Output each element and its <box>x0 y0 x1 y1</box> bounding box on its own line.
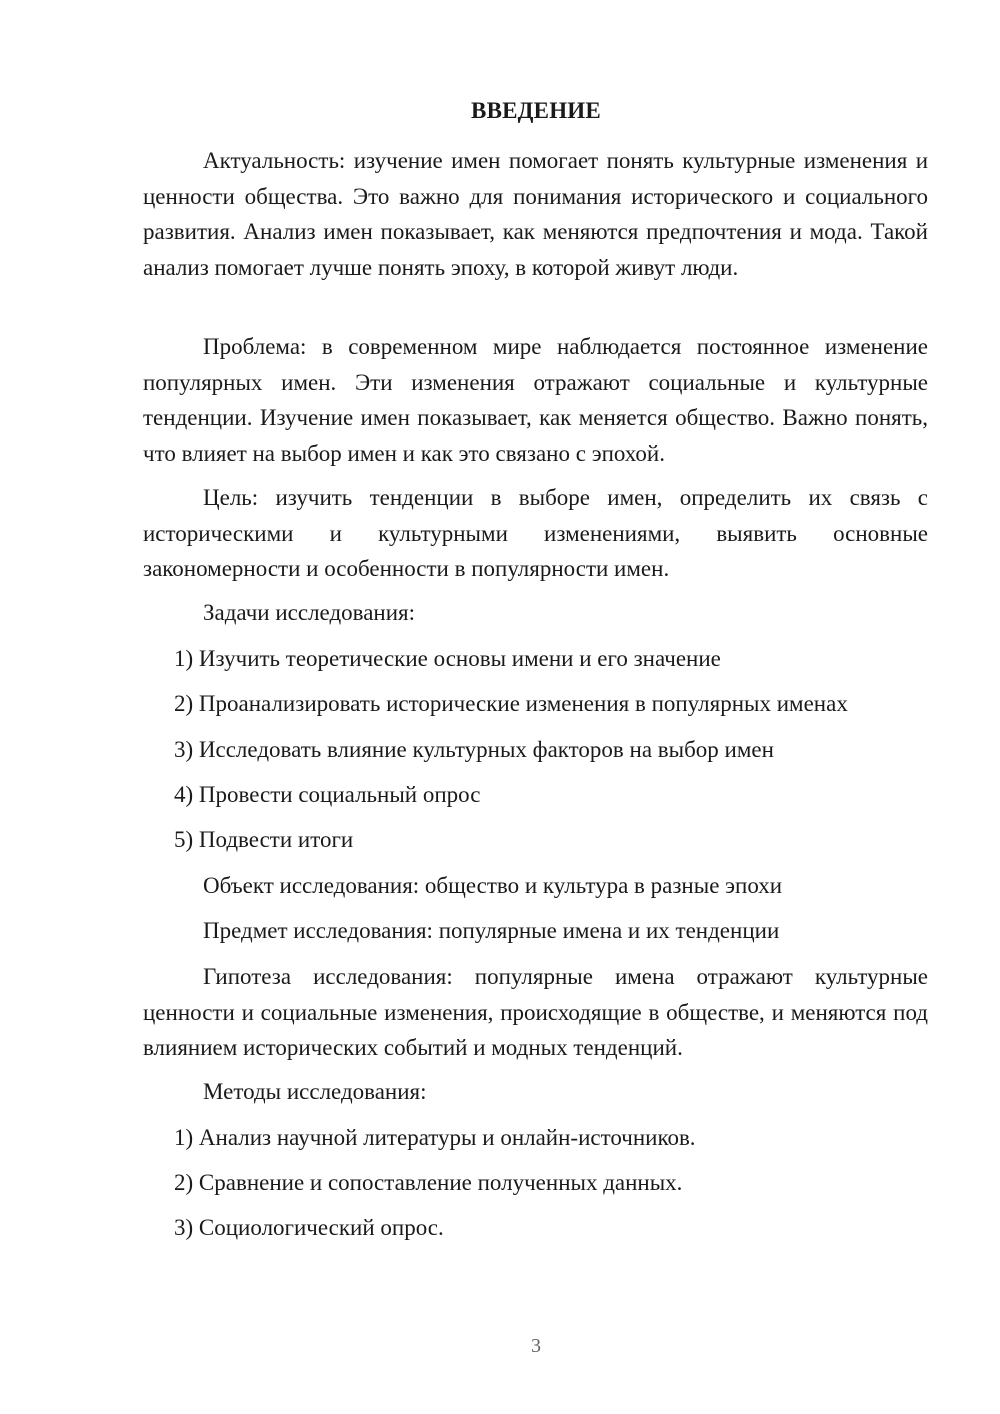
method-item: 1) Анализ научной литературы и онлайн-источников. <box>174 1125 696 1150</box>
method-item: 2) Сравнение и сопоставление полученных данных. <box>174 1170 683 1195</box>
methods-heading: Методы исследования: <box>203 1079 427 1104</box>
task-item: 2) Проанализировать исторические изменения в популярных именах <box>174 691 848 716</box>
research-subject: Предмет исследования: популярные имена и их тенденции <box>203 918 780 943</box>
task-item: 3) Исследовать влияние культурных факторов на выбор имен <box>174 737 774 762</box>
research-object: Объект исследования: общество и культура в разные эпохи <box>203 873 783 898</box>
goal-paragraph: Цель: изучить тенденции в выборе имен, определить их связь с историческими и культурными изменениями, выявить основные закономерности и особенности в популярности имен. <box>143 485 928 581</box>
page-title: ВВЕДЕНИЕ <box>471 98 601 123</box>
page-number: 3 <box>531 1335 541 1357</box>
task-item: 5) Подвести итоги <box>174 827 354 852</box>
task-item: 4) Провести социальный опрос <box>174 782 481 807</box>
relevance-paragraph: Актуальность: изучение имен помогает понять культурные изменения и ценности общества. Это важно для понимания исторического и социального развития. Анализ имен показывает, как меняются предпочтения и мода. Такой анализ помогает лучше понять эпоху, в которой живут люди. <box>143 148 928 280</box>
task-item: 1) Изучить теоретические основы имени и его значение <box>174 646 721 671</box>
method-item: 3) Социологический опрос. <box>174 1215 444 1240</box>
hypothesis-paragraph: Гипотеза исследования: популярные имена отражают культурные ценности и социальные изменения, происходящие в обществе, и меняются под влиянием исторических событий и модных тенденций. <box>143 964 928 1060</box>
problem-paragraph: Проблема: в современном мире наблюдается постоянное изменение популярных имен. Эти изменения отражают социальные и культурные тенденции. Изучение имен показывает, как меняется общество. Важно понять, что влияет на выбор имен и как это связано с эпохой. <box>143 334 928 466</box>
tasks-heading: Задачи исследования: <box>203 600 416 625</box>
